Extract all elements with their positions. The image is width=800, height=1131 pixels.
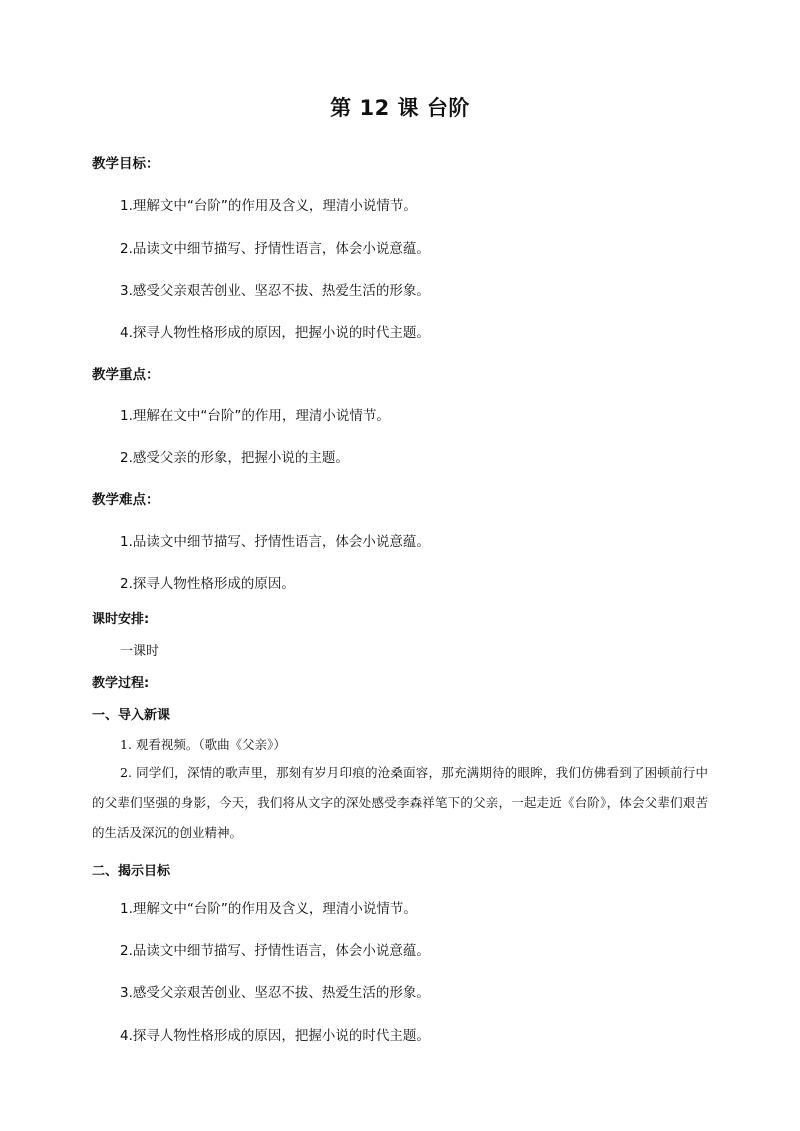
key-point-item: 1.理解在文中“台阶”的作用，理清小说情节。: [120, 408, 390, 424]
section2-heading: 二、揭示目标: [92, 864, 171, 879]
section2-item: 2.品读文中细节描写、抒情性语言，体会小说意蕴。: [120, 943, 430, 959]
objective-item: 3.感受父亲艰苦创业、坚忍不拔、热爱生活的形象。: [120, 283, 430, 299]
page-title: 第 12 课 台阶: [330, 96, 470, 120]
difficulty-item: 2.探寻人物性格形成的原因。: [120, 576, 295, 592]
objective-item: 1.理解文中“台阶”的作用及含义，理清小说情节。: [120, 198, 417, 214]
process-heading: 教学过程:: [92, 676, 150, 691]
section1-paragraph: 2. 同学们，深情的歌声里，那刻有岁月印痕的沧桑面容，那充满期待的眼眸，我们仿佛看到了困顿前行中的父辈们坚强的身影，今天，我们将从文字的深处感受李森祥笔下的父亲，一起走近《台阶》，体会父辈们艰苦的生活及深沉的创业精神。: [92, 765, 708, 840]
objective-item: 4.探寻人物性格形成的原因，把握小说的时代主题。: [120, 325, 430, 341]
difficulty-item: 1.品读文中细节描写、抒情性语言，体会小说意蕴。: [120, 534, 430, 550]
section2-item: 1.理解文中“台阶”的作用及含义，理清小说情节。: [120, 901, 417, 917]
objectives-heading: 教学目标：: [92, 156, 160, 172]
objective-item: 2.品读文中细节描写、抒情性语言，体会小说意蕴。: [120, 241, 430, 257]
section2-item: 4.探寻人物性格形成的原因，把握小说的时代主题。: [120, 1028, 430, 1044]
difficulties-heading: 教学难点：: [92, 492, 160, 508]
schedule-heading: 课时安排:: [92, 612, 150, 627]
schedule-value: 一课时: [120, 644, 160, 659]
section2-item: 3.感受父亲艰苦创业、坚忍不拔、热爱生活的形象。: [120, 985, 430, 1001]
key-point-item: 2.感受父亲的形象，把握小说的主题。: [120, 450, 349, 466]
section1-item: 1. 观看视频。（歌曲《父亲》）: [120, 737, 286, 752]
key-points-heading: 教学重点：: [92, 367, 160, 383]
section1-heading: 一、导入新课: [92, 708, 171, 723]
